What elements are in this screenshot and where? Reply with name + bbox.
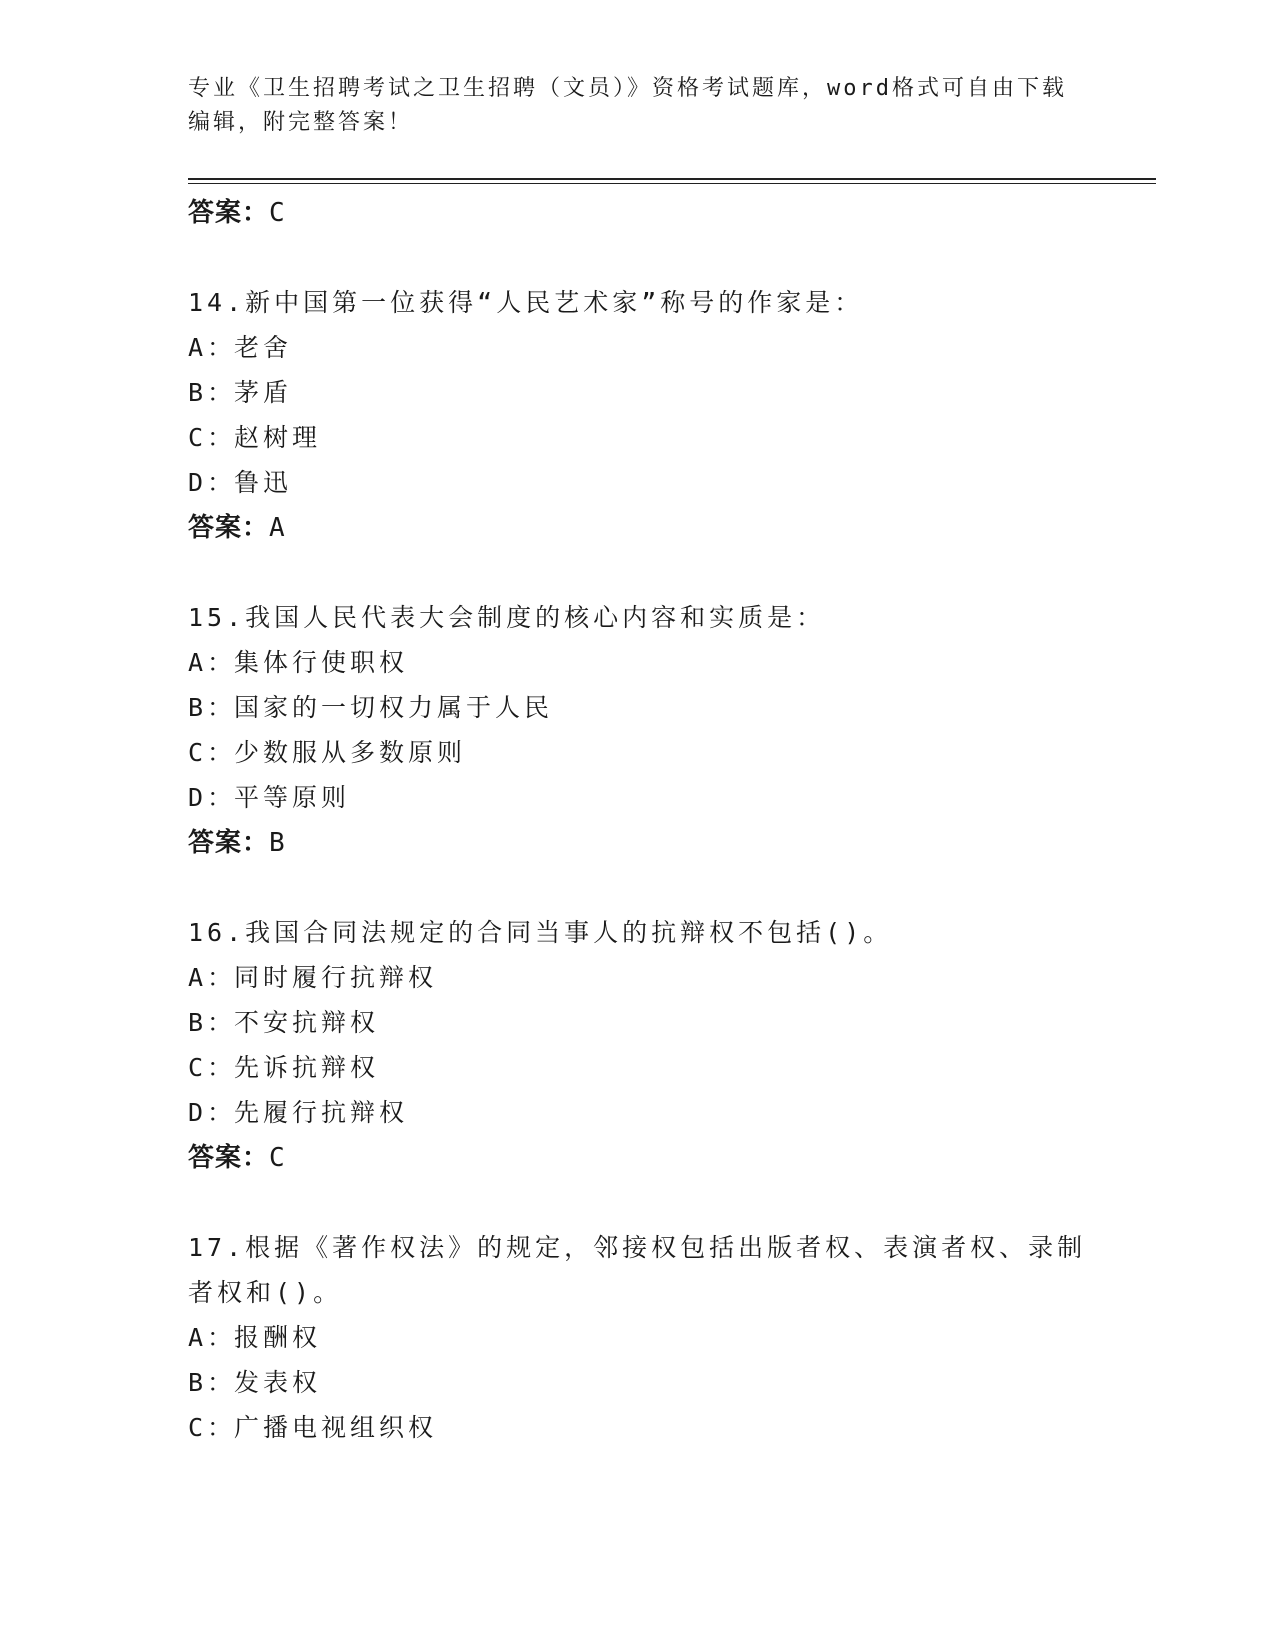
- option-text: 少数服从多数原则: [234, 738, 467, 767]
- answer-label: 答案：: [188, 513, 270, 543]
- option-c: [188, 1405, 1088, 1450]
- answer-line: [188, 505, 1088, 551]
- option-c: [188, 1045, 1088, 1090]
- option-b: [188, 1000, 1088, 1045]
- document-header: [188, 72, 1088, 140]
- option-text: 广播电视组织权: [234, 1413, 438, 1442]
- option-key: C：: [188, 1053, 237, 1082]
- answer-label: 答案：: [188, 198, 270, 228]
- answer-value: A: [269, 513, 286, 543]
- question-15: [188, 595, 1088, 866]
- question-14: [188, 280, 1088, 551]
- option-d: [188, 1090, 1088, 1135]
- answer-line: [188, 190, 1088, 236]
- option-text: 同时履行抗辩权: [234, 963, 438, 992]
- option-key: A：: [188, 1323, 237, 1352]
- option-text: 平等原则: [234, 783, 351, 812]
- option-key: B：: [188, 1008, 237, 1037]
- option-b: [188, 685, 1088, 730]
- question-stem: 15.我国人民代表大会制度的核心内容和实质是：: [188, 603, 826, 632]
- option-a: [188, 955, 1088, 1000]
- option-text: 茅盾: [234, 378, 293, 407]
- answer-value: B: [269, 828, 286, 858]
- question-stem: 17.根据《著作权法》的规定，邻接权包括出版者权、表演者权、录制者权和()。: [188, 1233, 1087, 1307]
- answer-line: [188, 1135, 1088, 1181]
- option-c: [188, 730, 1088, 775]
- option-key: A：: [188, 963, 237, 992]
- header-divider: [188, 178, 1156, 184]
- option-text: 先履行抗辩权: [234, 1098, 409, 1127]
- option-text: 先诉抗辩权: [234, 1053, 380, 1082]
- option-text: 报酬权: [234, 1323, 322, 1352]
- answer-value: C: [269, 198, 286, 228]
- option-text: 老舍: [234, 333, 293, 362]
- option-key: B：: [188, 1368, 237, 1397]
- option-text: 不安抗辩权: [234, 1008, 380, 1037]
- option-key: B：: [188, 378, 237, 407]
- option-c: [188, 415, 1088, 460]
- answer-value: C: [269, 1143, 286, 1173]
- option-text: 国家的一切权力属于人民: [234, 693, 554, 722]
- question-stem: 16.我国合同法规定的合同当事人的抗辩权不包括()。: [188, 918, 893, 947]
- option-key: A：: [188, 648, 237, 677]
- question-list: [188, 190, 1088, 1450]
- option-b: [188, 370, 1088, 415]
- answer-line: [188, 820, 1088, 866]
- option-d: [188, 460, 1088, 505]
- answer-label: 答案：: [188, 828, 270, 858]
- option-text: 赵树理: [234, 423, 322, 452]
- option-key: C：: [188, 423, 237, 452]
- header-line-2: 编辑，附完整答案！: [188, 110, 414, 135]
- option-d: [188, 775, 1088, 820]
- header-line-1: 专业《卫生招聘考试之卫生招聘（文员）》资格考试题库，word格式可自由下载: [188, 76, 1067, 101]
- question-17: [188, 1225, 1088, 1450]
- option-key: B：: [188, 693, 237, 722]
- option-key: A：: [188, 333, 237, 362]
- option-text: 发表权: [234, 1368, 322, 1397]
- option-key: D：: [188, 1098, 237, 1127]
- question-16: [188, 910, 1088, 1181]
- option-text: 集体行使职权: [234, 648, 409, 677]
- option-a: [188, 640, 1088, 685]
- option-key: C：: [188, 738, 237, 767]
- option-text: 鲁迅: [234, 468, 293, 497]
- answer-label: 答案：: [188, 1143, 270, 1173]
- question-stem: 14.新中国第一位获得“人民艺术家”称号的作家是：: [188, 288, 864, 317]
- option-key: C：: [188, 1413, 237, 1442]
- option-key: D：: [188, 468, 237, 497]
- option-a: [188, 1315, 1088, 1360]
- option-b: [188, 1360, 1088, 1405]
- option-key: D：: [188, 783, 237, 812]
- option-a: [188, 325, 1088, 370]
